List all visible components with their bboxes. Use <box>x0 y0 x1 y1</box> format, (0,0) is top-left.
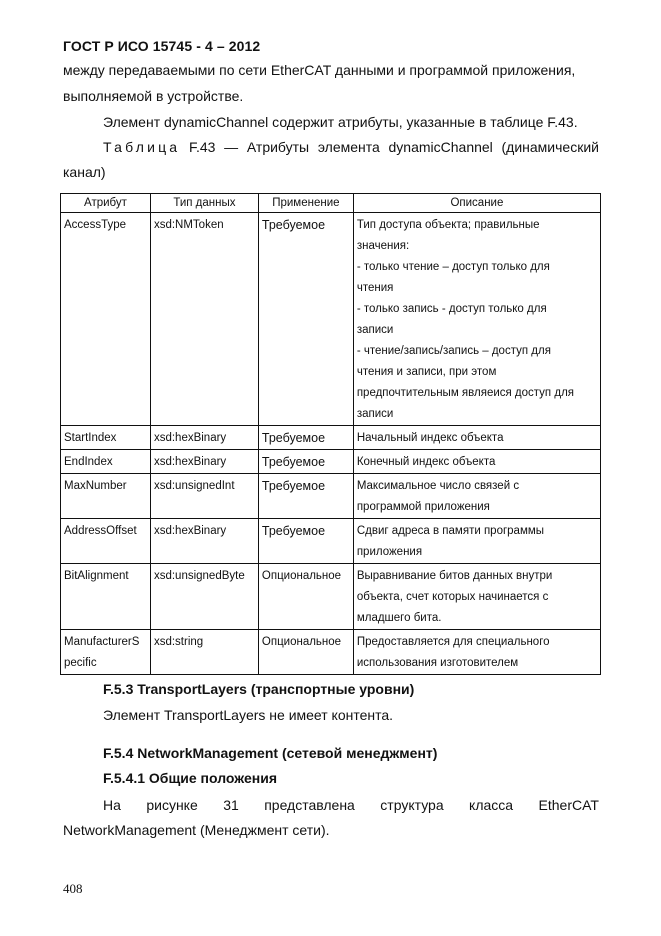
cell-attribute: EndIndex <box>61 450 151 474</box>
cell-usage: Требуемое <box>258 426 353 450</box>
body-word: класса <box>469 797 514 813</box>
cell-type: xsd:unsignedByte <box>150 564 258 630</box>
cell-usage: Требуемое <box>258 450 353 474</box>
attributes-table <box>60 193 601 675</box>
body-word: На <box>103 797 121 813</box>
subsection-heading-f541: F.5.4.1 Общие положения <box>103 770 278 786</box>
cell-type: xsd:hexBinary <box>150 519 258 564</box>
intro-line-2: выполняемой в устройстве. <box>63 88 244 104</box>
cell-description: Конечный индекс объекта <box>353 450 600 474</box>
cell-attribute: ManufacturerS pecific <box>61 630 151 675</box>
header-attribute: Атрибут <box>61 194 151 213</box>
caption-word: Атрибуты <box>246 139 310 155</box>
cell-description: Сдвиг адреса в памяти программы приложения <box>353 519 600 564</box>
cell-description: Предоставляется для специального использования изготовителем <box>353 630 600 675</box>
caption-word: (динамический <box>501 139 599 155</box>
caption-prefix: Таблица <box>103 139 181 155</box>
cell-usage: Опциональное <box>258 564 353 630</box>
table-row <box>61 630 601 675</box>
cell-attribute: MaxNumber <box>61 474 151 519</box>
header-type: Тип данных <box>150 194 258 213</box>
cell-type: xsd:string <box>150 630 258 675</box>
cell-attribute: AddressOffset <box>61 519 151 564</box>
section-f54-line-1 <box>103 797 599 813</box>
cell-usage: Требуемое <box>258 213 353 426</box>
intro-line-1: между передаваемыми по сети EtherCAT данными и программой приложения, <box>63 62 576 78</box>
intro-line-3: Элемент dynamicChannel содержит атрибуты, указанные в таблице F.43. <box>103 114 578 130</box>
section-f53-text: Элемент TransportLayers не имеет контента. <box>103 707 394 723</box>
cell-attribute: StartIndex <box>61 426 151 450</box>
cell-type: xsd:hexBinary <box>150 450 258 474</box>
cell-type: xsd:hexBinary <box>150 426 258 450</box>
cell-attribute: BitAlignment <box>61 564 151 630</box>
cell-type: xsd:unsignedInt <box>150 474 258 519</box>
table-row <box>61 450 601 474</box>
table-row <box>61 426 601 450</box>
cell-type: xsd:NMToken <box>150 213 258 426</box>
cell-description: Выравнивание битов данных внутри объекта, счет которых начинается с младшего бита. <box>353 564 600 630</box>
header-description: Описание <box>353 194 600 213</box>
body-word: представлена <box>264 797 355 813</box>
header-usage: Применение <box>258 194 353 213</box>
body-word: структура <box>380 797 444 813</box>
caption-line-2: канал) <box>63 164 106 180</box>
cell-description: Максимальное число связей с программой приложения <box>353 474 600 519</box>
section-f54-line-2: NetworkManagement (Менеджмент сети). <box>63 822 330 838</box>
caption-word: dynamicChannel <box>388 139 493 155</box>
caption-dash: — <box>224 139 239 155</box>
table-row <box>61 213 601 426</box>
table-header-row <box>61 194 601 213</box>
body-word: рисунке <box>146 797 198 813</box>
caption-word: элемента <box>317 139 380 155</box>
cell-usage: Требуемое <box>258 474 353 519</box>
standard-header: ГОСТ Р ИСО 15745 - 4 – 2012 <box>63 38 261 54</box>
table-caption <box>103 139 599 155</box>
cell-attribute: AccessType <box>61 213 151 426</box>
cell-description: Тип доступа объекта; правильные значения: - только чтение – доступ только для чтения - только запись - доступ только для записи - чтение/запись/запись – доступ для чтения и записи, при этом предпочтительным являеися доступ для записи <box>353 213 600 426</box>
body-word: 31 <box>223 797 239 813</box>
cell-usage: Опциональное <box>258 630 353 675</box>
cell-description: Начальный индекс объекта <box>353 426 600 450</box>
caption-number: F.43 <box>189 139 216 155</box>
table-row <box>61 474 601 519</box>
page-number: 408 <box>63 881 83 896</box>
section-heading-f53: F.5.3 TransportLayers (транспортные уровни) <box>103 681 415 697</box>
section-heading-f54: F.5.4 NetworkManagement (сетевой менеджмент) <box>103 745 438 761</box>
body-word: EtherCAT <box>538 797 599 813</box>
cell-usage: Требуемое <box>258 519 353 564</box>
table-row <box>61 564 601 630</box>
table-row <box>61 519 601 564</box>
